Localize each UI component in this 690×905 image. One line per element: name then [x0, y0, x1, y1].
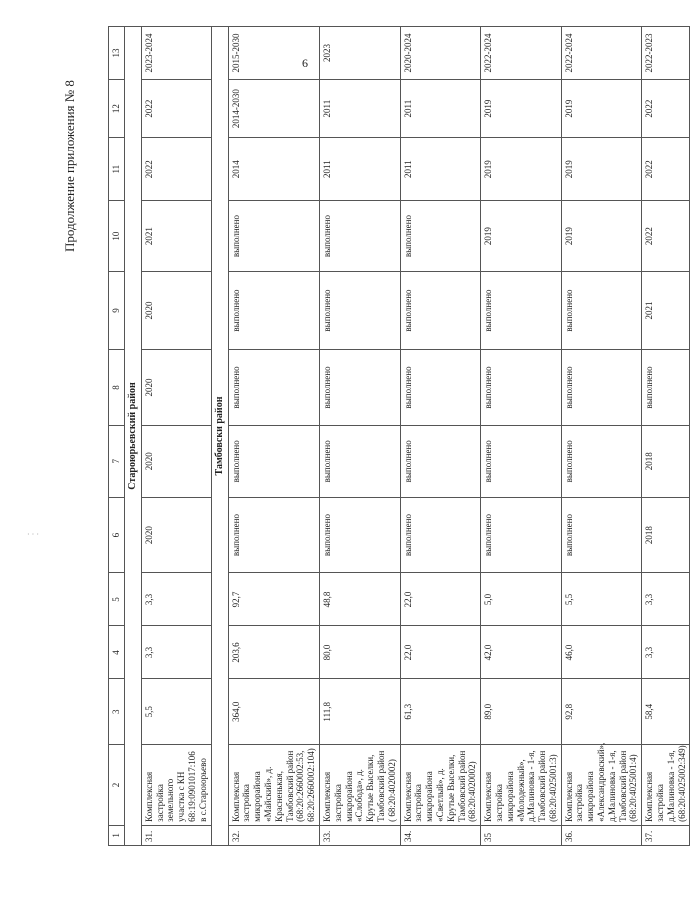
section-title: Староюрьевский район	[124, 27, 141, 846]
cell-c6: выполнено	[319, 497, 400, 573]
cell-c5: 22,0	[400, 573, 481, 626]
cell-c7: выполнено	[481, 425, 562, 497]
object-name: Комплексная застройка микрорайона «Майский», д. Красненькая, Тамбовский район (68:20:2660002:53, 68:20:2660002:104)	[228, 745, 319, 826]
column-number: 10	[109, 201, 125, 272]
cell-c10: 2022	[642, 201, 690, 272]
cell-c13: 2023	[319, 27, 400, 80]
table-row	[400, 27, 481, 846]
object-name: Комплексная застройка земельного участка с КН 68:19:0901017:106 в с.Староюрьево	[141, 745, 211, 826]
column-number: 12	[109, 80, 125, 138]
table-row	[141, 27, 211, 846]
cell-c11: 2022	[141, 138, 211, 201]
construction-table	[108, 26, 690, 846]
table-row	[319, 27, 400, 846]
cell-c8: выполнено	[400, 350, 481, 426]
cell-c12: 2022	[141, 80, 211, 138]
cell-c11: 2019	[481, 138, 562, 201]
cell-c11: 2011	[319, 138, 400, 201]
cell-c8: выполнено	[481, 350, 562, 426]
cell-c4: 3,3	[141, 626, 211, 679]
table-row	[228, 27, 319, 846]
row-number: 35	[481, 825, 562, 845]
column-number: 6	[109, 497, 125, 573]
cell-c10: 2019	[481, 201, 562, 272]
cell-c8: выполнено	[228, 350, 319, 426]
cell-c3: 111,8	[319, 679, 400, 745]
cell-c6: 2018	[642, 497, 690, 573]
cell-c3: 92,8	[561, 679, 642, 745]
cell-c9: 2021	[642, 271, 690, 349]
table-row	[481, 27, 562, 846]
cell-c13: 2015-2030	[228, 27, 319, 80]
column-number: 11	[109, 138, 125, 201]
cell-c12: 2022	[642, 80, 690, 138]
cell-c7: выполнено	[319, 425, 400, 497]
cell-c8: выполнено	[642, 350, 690, 426]
cell-c11: 2014	[228, 138, 319, 201]
cell-c4: 22,0	[400, 626, 481, 679]
column-number: 7	[109, 425, 125, 497]
row-number: 36.	[561, 825, 642, 845]
cell-c10: выполнено	[319, 201, 400, 272]
column-number: 8	[109, 350, 125, 426]
column-number-row	[109, 27, 125, 846]
cell-c13: 2022-2023	[642, 27, 690, 80]
cell-c7: 2020	[141, 425, 211, 497]
table-row	[642, 27, 690, 846]
cell-c6: выполнено	[481, 497, 562, 573]
object-name: Комплексная застройка д.Малиновка - 1-я, (68:20:4025002:349)	[642, 745, 690, 826]
column-number: 1	[109, 825, 125, 845]
page-number: 6	[302, 56, 308, 70]
column-number: 4	[109, 626, 125, 679]
cell-c13: 2022-2024	[481, 27, 562, 80]
cell-c11: 2022	[642, 138, 690, 201]
heading-container	[62, 40, 108, 252]
row-number: 34.	[400, 825, 481, 845]
cell-c12: 2011	[319, 80, 400, 138]
cell-c5: 92,7	[228, 573, 319, 626]
cell-c5: 5,0	[481, 573, 562, 626]
section-row	[211, 27, 228, 846]
cell-c4: 203,6	[228, 626, 319, 679]
column-number: 13	[109, 27, 125, 80]
cell-c10: 2021	[141, 201, 211, 272]
cell-c3: 89,0	[481, 679, 562, 745]
scan-artifact: · · ·	[27, 530, 39, 539]
cell-c12: 2011	[400, 80, 481, 138]
cell-c5: 3,3	[642, 573, 690, 626]
cell-c13: 2023-2024	[141, 27, 211, 80]
row-number: 31.	[141, 825, 211, 845]
cell-c8: 2020	[141, 350, 211, 426]
rotated-table-container	[108, 26, 687, 846]
cell-c10: выполнено	[400, 201, 481, 272]
cell-c6: выполнено	[561, 497, 642, 573]
cell-c7: 2018	[642, 425, 690, 497]
cell-c3: 5,5	[141, 679, 211, 745]
cell-c3: 58,4	[642, 679, 690, 745]
cell-c4: 3,3	[642, 626, 690, 679]
object-name: Комплексная застройка микрорайона «Молодежный», д.Малиновка - 1-я, Тамбовский район (68:20:4025001:3)	[481, 745, 562, 826]
cell-c4: 46,0	[561, 626, 642, 679]
cell-c13: 2020-2024	[400, 27, 481, 80]
cell-c9: 2020	[141, 271, 211, 349]
cell-c11: 2019	[561, 138, 642, 201]
cell-c9: выполнено	[319, 271, 400, 349]
cell-c4: 42,0	[481, 626, 562, 679]
cell-c7: выполнено	[561, 425, 642, 497]
cell-c12: 2019	[481, 80, 562, 138]
cell-c3: 364,0	[228, 679, 319, 745]
cell-c6: выполнено	[400, 497, 481, 573]
table-row	[561, 27, 642, 846]
object-name: Комплексная застройка микрорайона «Александровский», д.Малиновка - 1-я, Тамбовский район (68:20:4025001:4)	[561, 745, 642, 826]
column-number: 5	[109, 573, 125, 626]
cell-c8: выполнено	[319, 350, 400, 426]
cell-c5: 3,3	[141, 573, 211, 626]
object-name: Комплексная застройка микрорайона «Слобода», д. Крутые Выселки, Тамбовский район ( 68:20:4020002)	[319, 745, 400, 826]
cell-c10: 2019	[561, 201, 642, 272]
cell-c12: 2019	[561, 80, 642, 138]
cell-c13: 2022-2024	[561, 27, 642, 80]
object-name: Комплексная застройка микрорайона «Светлый», д. Крутые Выселки, Тамбовский район (68:20:4020002)	[400, 745, 481, 826]
column-number: 3	[109, 679, 125, 745]
cell-c7: выполнено	[400, 425, 481, 497]
cell-c6: выполнено	[228, 497, 319, 573]
cell-c3: 61,3	[400, 679, 481, 745]
section-row	[124, 27, 141, 846]
cell-c9: выполнено	[400, 271, 481, 349]
cell-c9: выполнено	[228, 271, 319, 349]
cell-c6: 2020	[141, 497, 211, 573]
section-title: Тамбовски район	[211, 27, 228, 846]
row-number: 32.	[228, 825, 319, 845]
cell-c9: выполнено	[481, 271, 562, 349]
cell-c5: 5,5	[561, 573, 642, 626]
row-number: 37.	[642, 825, 690, 845]
cell-c10: выполнено	[228, 201, 319, 272]
column-number: 2	[109, 745, 125, 826]
row-number: 33.	[319, 825, 400, 845]
cell-c9: выполнено	[561, 271, 642, 349]
cell-c7: выполнено	[228, 425, 319, 497]
column-number: 9	[109, 271, 125, 349]
cell-c4: 80,0	[319, 626, 400, 679]
cell-c8: выполнено	[561, 350, 642, 426]
cell-c5: 48,8	[319, 573, 400, 626]
page-heading: Продолжение приложения № 8	[62, 80, 77, 252]
cell-c11: 2011	[400, 138, 481, 201]
cell-c12: 2014-2030	[228, 80, 319, 138]
